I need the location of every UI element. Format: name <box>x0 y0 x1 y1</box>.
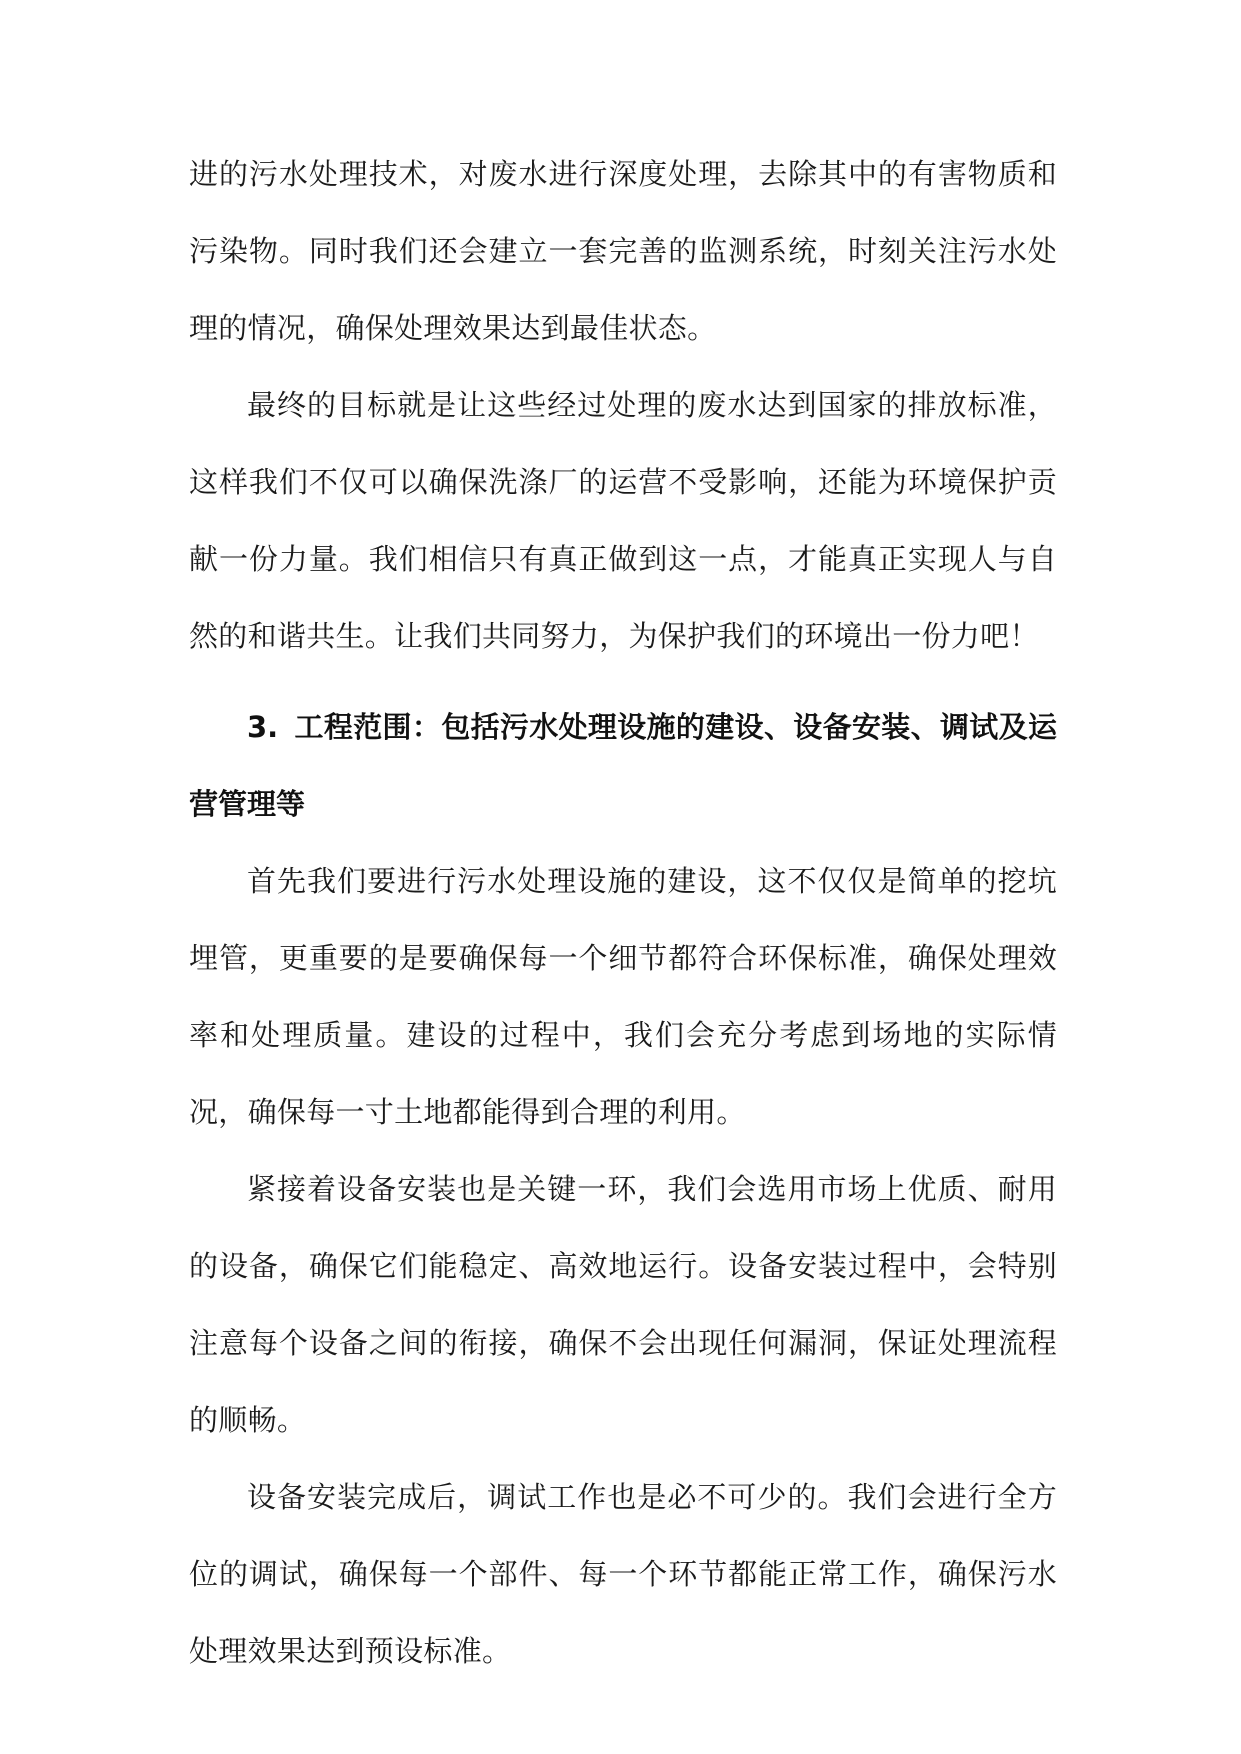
paragraph-goal: 最终的目标就是让这些经过处理的废水达到国家的排放标准，这样我们不仅可以确保洗涤厂的运营不受影响，还能为环境保护贡献一份力量。我们相信只有真正做到这一点，才能真正实现人与自然的和谐共生。让我们共同努力，为保护我们的环境出一份力吧！ <box>189 388 1057 653</box>
document-body <box>189 136 1057 1690</box>
paragraph-commissioning: 设备安装完成后，调试工作也是必不可少的。我们会进行全方位的调试，确保每一个部件、每一个环节都能正常工作，确保污水处理效果达到预设标准。 <box>189 1480 1057 1668</box>
paragraph-construction: 首先我们要进行污水处理设施的建设，这不仅仅是简单的挖坑埋管，更重要的是要确保每一个细节都符合环保标准，确保处理效率和处理质量。建设的过程中，我们会充分考虑到场地的实际情况，确保每一寸土地都能得到合理的利用。 <box>189 864 1057 1129</box>
paragraph-equipment-installation: 紧接着设备安装也是关键一环，我们会选用市场上优质、耐用的设备，确保它们能稳定、高效地运行。设备安装过程中，会特别注意每个设备之间的衔接，确保不会出现任何漏洞，保证处理流程的顺畅。 <box>189 1172 1057 1437</box>
paragraph-continued: 进的污水处理技术，对废水进行深度处理，去除其中的有害物质和污染物。同时我们还会建立一套完善的监测系统，时刻关注污水处理的情况，确保处理效果达到最佳状态。 <box>189 157 1057 345</box>
section-number: 3. <box>247 710 279 744</box>
section-title: 工程范围：包括污水处理设施的建设、设备安装、调试及运营管理等 <box>189 710 1057 821</box>
section-heading <box>189 689 1057 843</box>
